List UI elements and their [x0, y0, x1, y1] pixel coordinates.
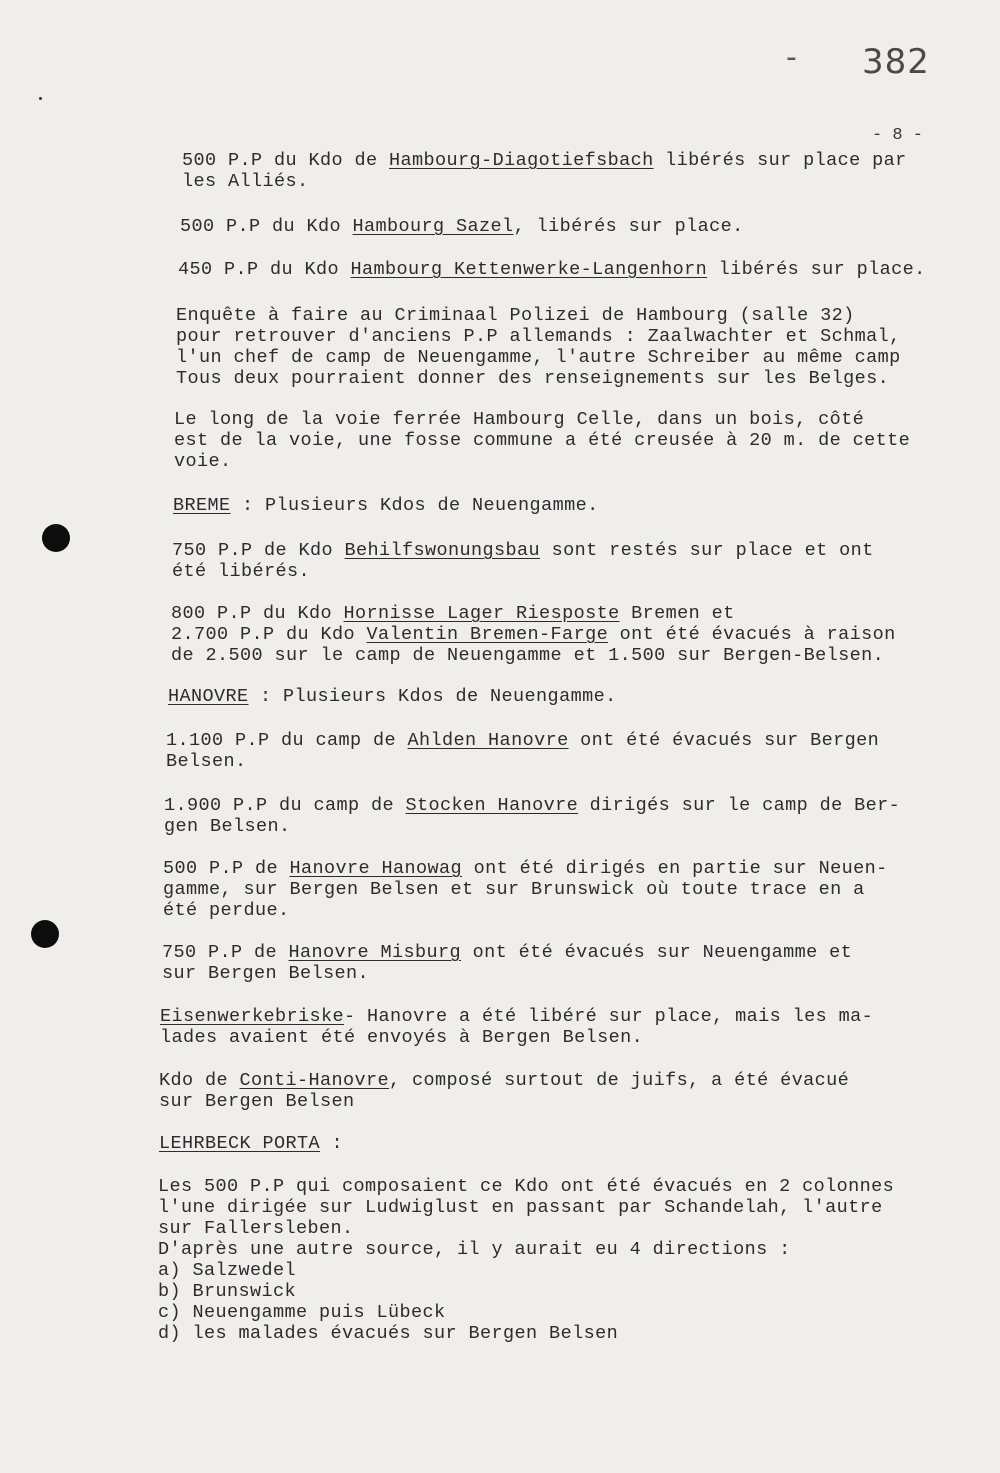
text-line	[160, 1006, 873, 1027]
line-text: ont été dirigés en partie sur Neuen-	[462, 858, 888, 879]
line-text: libérés sur place.	[707, 259, 926, 280]
text-line	[166, 730, 879, 751]
text-line	[162, 942, 852, 963]
paragraph-5	[174, 409, 910, 472]
underlined-place-name: Behilfswonungsbau	[344, 540, 541, 561]
underlined-place-name: Hanovre Hanowag	[289, 858, 463, 879]
line-text: 750 P.P de Kdo	[172, 540, 345, 561]
line-text: sont restés sur place et ont	[540, 540, 874, 561]
text-line	[158, 1302, 894, 1323]
line-text: b) Brunswick	[158, 1281, 297, 1302]
line-text: 500 P.P du Kdo de	[182, 150, 390, 171]
paragraph-10	[166, 730, 879, 772]
underlined-place-name: BREME	[173, 495, 231, 516]
paragraph-11	[164, 795, 900, 837]
line-text: libérés sur place par	[653, 150, 907, 171]
line-text: sur Bergen Belsen	[159, 1091, 355, 1112]
underlined-place-name: Valentin Bremen-Farge	[366, 624, 609, 645]
text-line	[182, 171, 907, 192]
line-text: 450 P.P du Kdo	[178, 259, 351, 280]
text-line	[164, 795, 900, 816]
line-text: dirigés sur le camp de Ber-	[578, 795, 901, 816]
line-text: les Alliés.	[182, 171, 309, 192]
text-line	[176, 368, 901, 389]
line-text: sur Fallersleben.	[158, 1218, 354, 1239]
text-line	[171, 603, 896, 624]
line-text: l'un chef de camp de Neuengamme, l'autre Schreiber au même camp	[176, 347, 901, 368]
line-text: Les 500 P.P qui composaient ce Kdo ont été évacués en 2 colonnes	[158, 1176, 895, 1197]
text-line	[158, 1239, 894, 1260]
text-line	[159, 1133, 343, 1154]
text-line	[164, 816, 900, 837]
text-line	[173, 495, 599, 516]
text-line	[159, 1091, 849, 1112]
line-text: 500 P.P de	[163, 858, 290, 879]
text-line	[171, 645, 896, 666]
underlined-place-name: Hornisse Lager Riesposte	[343, 603, 620, 624]
text-line	[176, 305, 901, 326]
line-text: 750 P.P de	[162, 942, 289, 963]
line-text: :	[320, 1133, 344, 1154]
paragraph-4	[176, 305, 901, 389]
handwritten-dash: -	[786, 40, 797, 75]
text-line	[174, 430, 910, 451]
text-line	[172, 561, 874, 582]
paragraph-8	[171, 603, 896, 666]
underlined-place-name: Hambourg Sazel	[352, 216, 514, 237]
underlined-place-name: HANOVRE	[168, 686, 249, 707]
line-text: 1.900 P.P du camp de	[164, 795, 406, 816]
line-text: 800 P.P du Kdo	[171, 603, 344, 624]
paper-speck	[39, 97, 42, 100]
underlined-place-name: Hanovre Misburg	[288, 942, 462, 963]
underlined-place-name: LEHRBECK PORTA	[159, 1133, 321, 1154]
punch-hole-bottom	[31, 920, 59, 948]
text-line	[176, 347, 901, 368]
typed-page-number: - 8 -	[872, 126, 924, 145]
text-line	[180, 216, 744, 237]
line-text: pour retrouver d'anciens P.P allemands : Zaalwachter et Schmal,	[176, 326, 901, 347]
paragraph-14	[160, 1006, 873, 1048]
line-text: Le long de la voie ferrée Hambourg Celle, dans un bois, côté	[174, 409, 865, 430]
text-line	[172, 540, 874, 561]
text-line	[182, 150, 907, 171]
underlined-place-name: Stocken Hanovre	[405, 795, 579, 816]
text-line	[158, 1323, 894, 1344]
underlined-place-name: Hambourg-Diagotiefsbach	[389, 150, 654, 171]
line-text: ont été évacués sur Neuengamme et	[461, 942, 853, 963]
line-text: ont été évacués à raison	[608, 624, 896, 645]
text-line	[163, 900, 888, 921]
line-text: voie.	[174, 451, 232, 472]
paragraph-13	[162, 942, 852, 984]
line-text: été perdue.	[163, 900, 290, 921]
paragraph-2	[180, 216, 744, 237]
text-line	[168, 686, 617, 707]
line-text: été libérés.	[172, 561, 311, 582]
underlined-place-name: Conti-Hanovre	[239, 1070, 390, 1091]
line-text: Belsen.	[166, 751, 247, 772]
line-text: est de la voie, une fosse commune a été creusée à 20 m. de cette	[174, 430, 911, 451]
underlined-place-name: Ahlden Hanovre	[407, 730, 569, 751]
line-text: 500 P.P du Kdo	[180, 216, 353, 237]
paragraph-7	[172, 540, 874, 582]
line-text: , libérés sur place.	[513, 216, 744, 237]
punch-hole-top	[42, 524, 70, 552]
text-line	[174, 451, 910, 472]
text-line	[171, 624, 896, 645]
line-text: Enquête à faire au Criminaal Polizei de Hambourg (salle 32)	[176, 305, 855, 326]
line-text: sur Bergen Belsen.	[162, 963, 370, 984]
line-text: de 2.500 sur le camp de Neuengamme et 1.500 sur Bergen-Belsen.	[171, 645, 885, 666]
text-line	[158, 1260, 894, 1281]
text-line	[158, 1281, 894, 1302]
line-text: Tous deux pourraient donner des renseignements sur les Belges.	[176, 368, 890, 389]
text-line	[160, 1027, 873, 1048]
line-text: a) Salzwedel	[158, 1260, 297, 1281]
paragraph-6	[173, 495, 599, 516]
line-text: c) Neuengamme puis Lübeck	[158, 1302, 446, 1323]
text-line	[176, 326, 901, 347]
line-text: : Plusieurs Kdos de Neuengamme.	[230, 495, 599, 516]
line-text: 1.100 P.P du camp de	[166, 730, 408, 751]
paragraph-16	[159, 1133, 343, 1154]
text-line	[158, 1218, 894, 1239]
paragraph-3	[178, 259, 926, 280]
text-line	[158, 1197, 894, 1218]
text-line	[174, 409, 910, 430]
line-text: l'une dirigée sur Ludwiglust en passant par Schandelah, l'autre	[158, 1197, 883, 1218]
archive-page-number: 382	[862, 42, 930, 82]
line-text: gamme, sur Bergen Belsen et sur Brunswick où toute trace en a	[163, 879, 865, 900]
text-line	[163, 879, 888, 900]
line-text: Kdo de	[159, 1070, 240, 1091]
line-text: d) les malades évacués sur Bergen Belsen	[158, 1323, 619, 1344]
underlined-place-name: Hambourg Kettenwerke-Langenhorn	[350, 259, 708, 280]
text-line	[178, 259, 926, 280]
line-text: - Hanovre a été libéré sur place, mais les ma-	[344, 1006, 874, 1027]
paragraph-9	[168, 686, 617, 707]
paragraph-15	[159, 1070, 849, 1112]
line-text: : Plusieurs Kdos de Neuengamme.	[248, 686, 617, 707]
text-line	[166, 751, 879, 772]
text-line	[158, 1176, 894, 1197]
underlined-place-name: Eisenwerkebriske	[160, 1006, 345, 1027]
paragraph-12	[163, 858, 888, 921]
line-text: D'après une autre source, il y aurait eu 4 directions :	[158, 1239, 791, 1260]
line-text: 2.700 P.P du Kdo	[171, 624, 367, 645]
paragraph-17	[158, 1176, 894, 1344]
text-line	[159, 1070, 849, 1091]
paragraph-1	[182, 150, 907, 192]
line-text: gen Belsen.	[164, 816, 291, 837]
text-line	[162, 963, 852, 984]
line-text: ont été évacués sur Bergen	[568, 730, 880, 751]
line-text: Bremen et	[619, 603, 735, 624]
line-text: lades avaient été envoyés à Bergen Belsen.	[160, 1027, 644, 1048]
line-text: , composé surtout de juifs, a été évacué	[389, 1070, 850, 1091]
text-line	[163, 858, 888, 879]
